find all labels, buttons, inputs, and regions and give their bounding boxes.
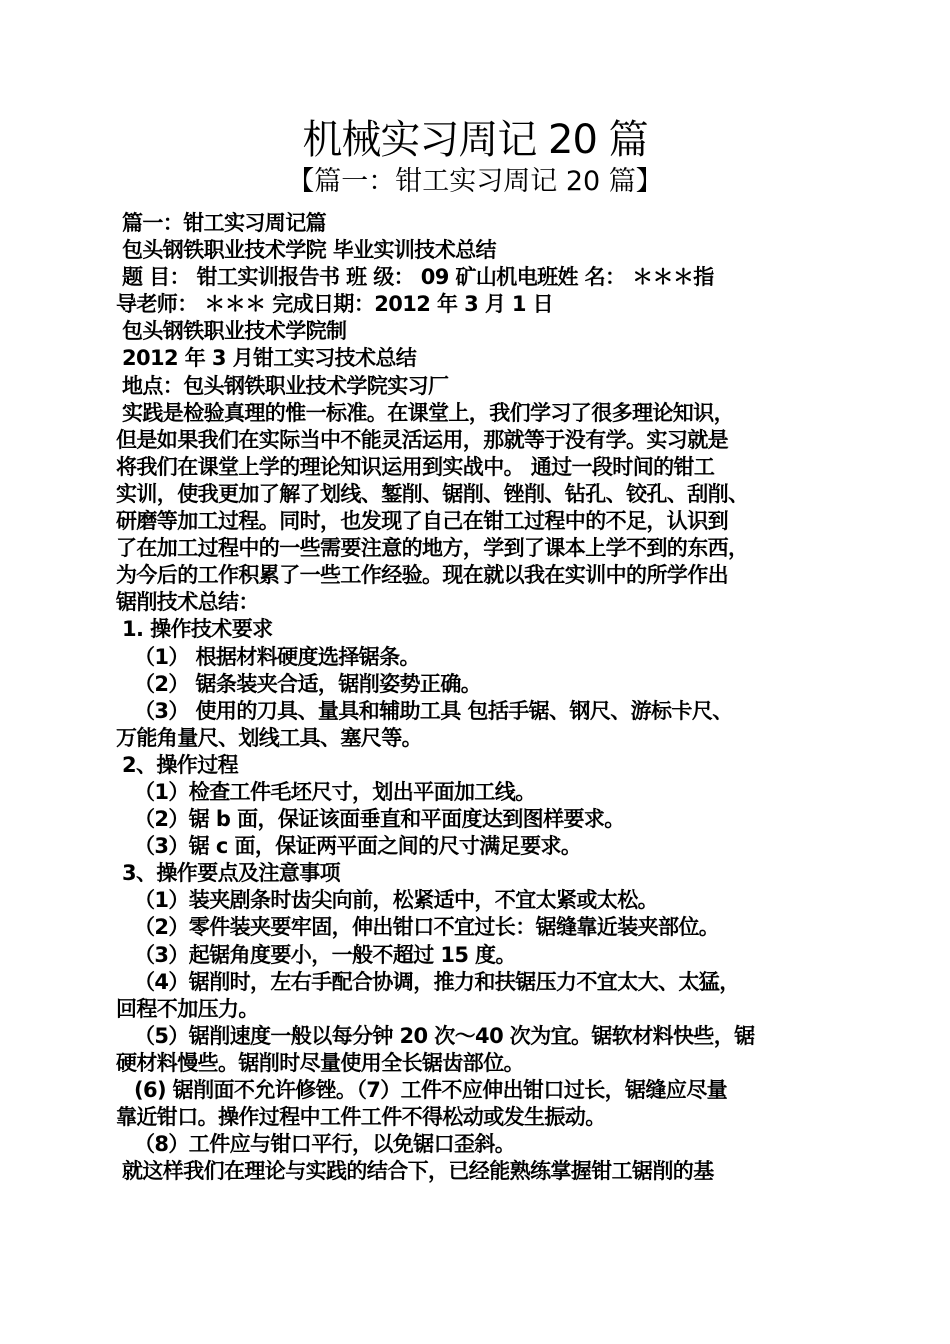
body-line: （2）锯 b 面，保证该面垂直和平面度达到图样要求。	[134, 807, 625, 832]
body-line: 但是如果我们在实际当中不能灵活运用，那就等于没有学。实习就是	[116, 427, 728, 452]
body-line: 将我们在课堂上学的理论知识运用到实战中。 通过一段时间的钳工	[116, 454, 715, 479]
body-line: 就这样我们在理论与实践的结合下，已经能熟练掌握钳工锯削的基	[122, 1159, 714, 1184]
body-line: 2012 年 3 月钳工实习技术总结	[122, 346, 417, 371]
body-line: （1） 根据材料硬度选择锯条。	[134, 644, 420, 669]
body-line: 3、操作要点及注意事项	[122, 861, 341, 886]
body-line: 1. 操作技术要求	[122, 617, 273, 642]
body-line: 包头钢铁职业技术学院制	[122, 319, 347, 344]
body-line: 导老师： ＊＊＊ 完成日期：2012 年 3 月 1 日	[116, 292, 554, 317]
body-line: （3） 使用的刀具、量具和辅助工具 包括手锯、钢尺、游标卡尺、	[134, 698, 733, 723]
body-line: 2、操作过程	[122, 752, 239, 777]
body-line: 万能角量尺、划线工具、塞尺等。	[116, 725, 422, 750]
body-line: 为今后的工作积累了一些工作经验。现在就以我在实训中的所学作出	[116, 563, 728, 588]
body-line: （4）锯削时，左右手配合协调，推力和扶锯压力不宜太大、太猛，	[134, 969, 740, 994]
body-line: （2）零件装夹要牢固，伸出钳口不宜过长：锯缝靠近装夹部位。	[134, 915, 720, 940]
body-line: （2） 锯条装夹合适，锯削姿势正确。	[134, 671, 482, 696]
body-line: 题 目： 钳工实训报告书 班 级： 09 矿山机电班姓 名： ＊＊＊指	[122, 265, 714, 290]
document-body	[116, 210, 841, 1185]
body-line: （3）起锯角度要小，一般不超过 15 度。	[134, 942, 516, 967]
body-line: 实训，使我更加了解了划线、錾削、锯削、锉削、钻孔、铰孔、刮削、	[116, 481, 749, 506]
body-line: 研磨等加工过程。同时，也发现了自己在钳工过程中的不足，认识到	[116, 509, 728, 534]
document-title: 机械实习周记 20 篇	[302, 117, 648, 163]
body-line: （5）锯削速度一般以每分钟 20 次～40 次为宜。锯软材料快些，锯	[134, 1023, 755, 1048]
body-line: 靠近钳口。操作过程中工件工件不得松动或发生振动。	[116, 1105, 606, 1130]
body-line: 回程不加压力。	[116, 996, 259, 1021]
body-line: （3）锯 c 面，保证两平面之间的尺寸满足要求。	[134, 834, 582, 859]
body-line: 篇一：钳工实习周记篇	[122, 211, 326, 235]
body-line: （8）工件应与钳口平行，以免锯口歪斜。	[134, 1132, 516, 1157]
body-line: 了在加工过程中的一些需要注意的地方，学到了课本上学不到的东西，	[116, 536, 749, 561]
body-line: 实践是检验真理的惟一标准。在课堂上，我们学习了很多理论知识，	[122, 400, 734, 425]
document-subtitle: 【篇一：钳工实习周记 20 篇】	[287, 166, 663, 197]
body-line: 包头钢铁职业技术学院 毕业实训技术总结	[122, 238, 496, 263]
body-line: （1）检查工件毛坯尺寸，划出平面加工线。	[134, 779, 536, 804]
body-line: 硬材料慢些。锯削时尽量使用全长锯齿部位。	[116, 1050, 524, 1075]
body-line: 锯削技术总结：	[116, 590, 259, 615]
body-line: 地点：包头钢铁职业技术学院实习厂	[122, 373, 449, 398]
body-line: (6) 锯削面不允许修锉。（7）工件不应伸出钳口过长，锯缝应尽量	[134, 1078, 728, 1102]
body-line: （1）装夹剧条时齿尖向前，松紧适中，不宜太紧或太松。	[134, 888, 659, 913]
